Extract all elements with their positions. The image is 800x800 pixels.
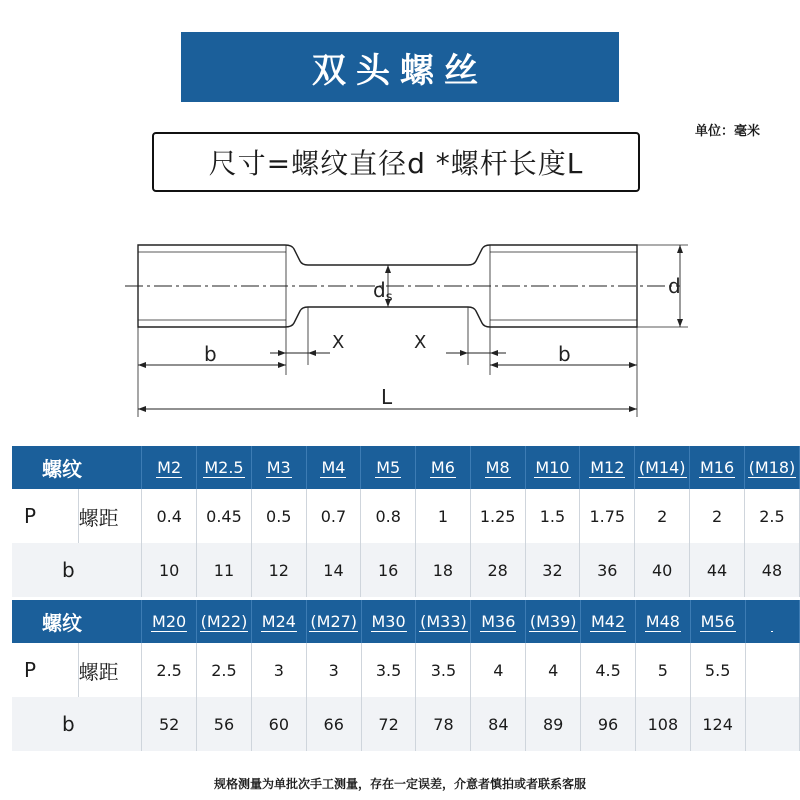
size-formula: 尺寸=螺纹直径d *螺杆长度L [152, 132, 640, 192]
pitch-value: 2 [635, 489, 690, 543]
pitch-value: 3 [251, 643, 306, 697]
thread-header-row [12, 600, 800, 643]
unit-note: 单位：毫米 [694, 124, 760, 139]
label-d: d [668, 274, 681, 298]
b-value: 78 [416, 697, 471, 751]
b-value: 16 [361, 543, 416, 597]
footer-note: 规格测量为单批次手工测量，存在一定误差，介意者慎拍或者联系客服 [213, 777, 586, 791]
thread-cell [581, 600, 636, 643]
b-value: 60 [251, 697, 306, 751]
thread-value: M16 [699, 458, 735, 477]
thread-cell [471, 600, 526, 643]
pitch-value: 2 [690, 489, 745, 543]
thread-cell [580, 446, 635, 489]
pitch-value: 2.5 [197, 643, 252, 697]
thread-value: M2.5 [204, 458, 244, 477]
pitch-value: 2.5 [744, 489, 799, 543]
thread-cell [526, 600, 581, 643]
b-value: 56 [197, 697, 252, 751]
page-title: 双头螺丝 [312, 50, 488, 91]
thread-label: 螺纹 [12, 446, 142, 489]
thread-cell [416, 600, 471, 643]
thread-cell [635, 446, 690, 489]
b-value: 66 [306, 697, 361, 751]
pitch-label: 螺距 [78, 489, 142, 543]
b-value: 124 [690, 697, 745, 751]
thread-value: M48 [645, 612, 680, 631]
label-x-left: X [332, 332, 345, 353]
label-ds-main: d [373, 278, 386, 302]
thread-value: (M33) [420, 612, 467, 631]
b-value: 10 [142, 543, 197, 597]
b-value: 14 [306, 543, 361, 597]
thread-value: (M39) [529, 612, 577, 631]
b-value: 96 [581, 697, 636, 751]
b-value: 18 [416, 543, 471, 597]
b-value: 72 [361, 697, 416, 751]
thread-cell [306, 446, 361, 489]
b-row [12, 697, 800, 751]
thread-cell [197, 446, 252, 489]
pitch-value: 3.5 [361, 643, 416, 697]
thread-value: (M14) [638, 458, 686, 477]
thread-value: M42 [590, 612, 626, 631]
thread-cell [197, 600, 252, 643]
thread-header-row [12, 446, 800, 489]
thread-cell [744, 446, 799, 489]
pitch-value: 0.7 [306, 489, 361, 543]
b-row [12, 543, 800, 597]
thread-cell [745, 600, 799, 643]
thread-cell [361, 446, 416, 489]
b-value: 28 [470, 543, 525, 597]
b-value: 36 [580, 543, 635, 597]
thread-cell [690, 600, 745, 643]
thread-value: M36 [481, 612, 516, 631]
thread-value: (M18) [748, 458, 796, 477]
pitch-value: 4 [526, 643, 581, 697]
pitch-value: 5.5 [690, 643, 745, 697]
pitch-value: 0.8 [361, 489, 416, 543]
thread-value: M4 [321, 458, 346, 477]
b-value: 11 [197, 543, 252, 597]
pitch-value: 1.5 [525, 489, 580, 543]
pitch-value: 1 [416, 489, 471, 543]
label-ds [373, 278, 393, 305]
b-value: 48 [744, 543, 799, 597]
b-value: 40 [635, 543, 690, 597]
thread-cell [361, 600, 416, 643]
thread-value: M2 [157, 458, 182, 477]
pitch-row [12, 489, 800, 543]
pitch-value: 1.25 [470, 489, 525, 543]
pitch-value: 3.5 [416, 643, 471, 697]
thread-value: (M22) [200, 612, 248, 631]
spec-table-2 [12, 600, 800, 751]
pitch-value [745, 643, 799, 697]
b-value [745, 697, 799, 751]
thread-value: M3 [266, 458, 291, 477]
b-value: 12 [251, 543, 306, 597]
thread-cell [416, 446, 471, 489]
pitch-label: 螺距 [78, 643, 142, 697]
thread-cell [635, 600, 690, 643]
thread-cell [142, 600, 197, 643]
thread-label: 螺纹 [12, 600, 142, 643]
label-b-right: b [558, 342, 571, 366]
thread-cell [470, 446, 525, 489]
pitch-value: 1.75 [580, 489, 635, 543]
thread-cell [525, 446, 580, 489]
thread-value: M56 [700, 612, 735, 631]
pitch-value: 0.4 [142, 489, 197, 543]
pitch-p-label: P [12, 643, 78, 697]
thread-value: M24 [261, 612, 296, 631]
spec-table-1 [12, 446, 800, 597]
pitch-value: 2.5 [142, 643, 197, 697]
pitch-value: 4 [471, 643, 526, 697]
thread-cell [306, 600, 361, 643]
b-value: 89 [526, 697, 581, 751]
pitch-value: 0.5 [251, 489, 306, 543]
b-value: 108 [635, 697, 690, 751]
b-label: b [12, 543, 142, 597]
pitch-value: 3 [306, 643, 361, 697]
title-banner [181, 32, 619, 102]
label-x-right: X [414, 332, 427, 353]
b-value: 44 [690, 543, 745, 597]
thread-cell [251, 446, 306, 489]
pitch-value: 4.5 [581, 643, 636, 697]
stud-bolt-diagram [120, 205, 700, 420]
thread-cell [251, 600, 306, 643]
label-L: L [381, 385, 393, 409]
thread-value: M12 [590, 458, 625, 477]
thread-value: M6 [430, 458, 455, 477]
pitch-row [12, 643, 800, 697]
thread-value: (M27) [310, 612, 358, 631]
pitch-value: 0.45 [197, 489, 252, 543]
thread-value: M20 [152, 612, 187, 631]
thread-value: M5 [376, 458, 401, 477]
b-value: 84 [471, 697, 526, 751]
thread-value: M8 [485, 458, 510, 477]
b-label: b [12, 697, 142, 751]
b-value: 52 [142, 697, 197, 751]
b-value: 32 [525, 543, 580, 597]
label-b-left: b [204, 342, 217, 366]
thread-cell [142, 446, 197, 489]
pitch-p-label: P [12, 489, 78, 543]
thread-value: M30 [371, 612, 406, 631]
label-ds-sub: s [385, 290, 393, 305]
thread-cell [690, 446, 745, 489]
thread-value: M10 [535, 458, 570, 477]
thread-value [771, 612, 773, 632]
pitch-value: 5 [635, 643, 690, 697]
